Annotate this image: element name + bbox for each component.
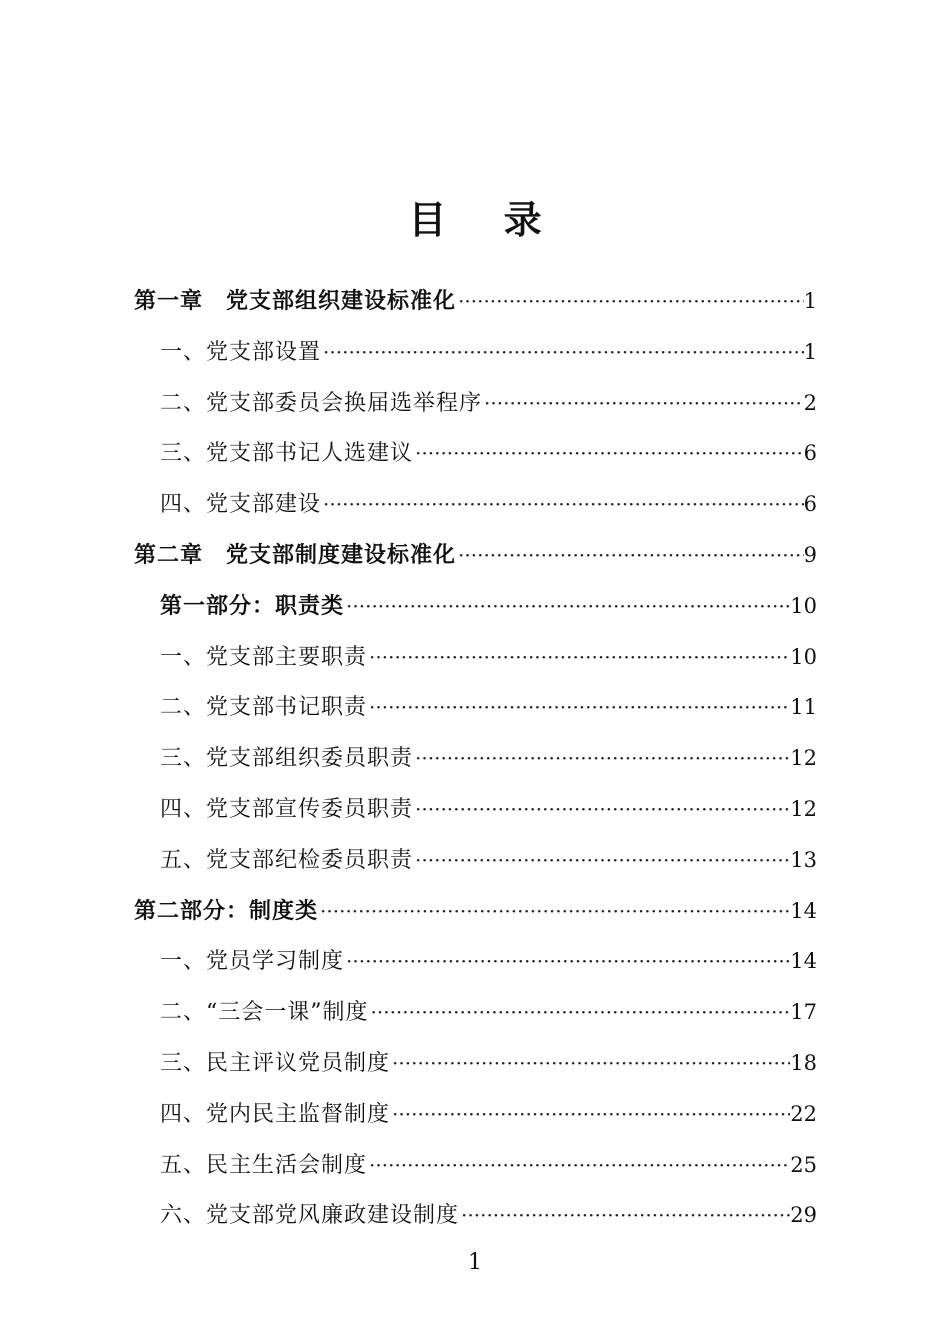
toc-entry-page-number: 9 [803, 542, 817, 567]
toc-entry-page-number: 1 [803, 339, 817, 364]
toc-dot-leader [321, 327, 804, 378]
toc-entry[interactable] [134, 1140, 817, 1191]
toc-dot-leader [482, 378, 804, 429]
toc-entry-title: 五、党支部纪检委员职责 [160, 847, 414, 873]
toc-entry-page-number: 29 [790, 1203, 817, 1228]
toc-entry[interactable] [134, 327, 817, 378]
toc-entry[interactable] [134, 632, 817, 683]
toc-entry-page-number: 11 [790, 695, 817, 720]
toc-entry[interactable] [134, 835, 817, 886]
toc-entry[interactable] [134, 682, 817, 733]
toc-entry[interactable] [134, 886, 817, 937]
toc-entry[interactable] [134, 428, 817, 479]
toc-entry[interactable] [134, 784, 817, 835]
toc-entry-page-number: 10 [790, 593, 817, 618]
toc-entry[interactable] [134, 276, 817, 327]
toc-entry-title: 第一章 党支部组织建设标准化 [134, 288, 457, 314]
toc-entry-page-number: 18 [790, 1050, 817, 1075]
toc-dot-leader [456, 530, 804, 581]
toc-entry-page-number: 6 [803, 492, 817, 517]
toc-entry-title: 第二部分：制度类 [134, 897, 319, 924]
toc-dot-leader [321, 479, 804, 530]
toc-entry-page-number: 14 [790, 898, 817, 923]
table-of-contents [134, 276, 817, 1241]
toc-entry-page-number: 1 [803, 289, 817, 313]
toc-entry[interactable] [134, 987, 817, 1038]
toc-entry-page-number: 2 [803, 390, 817, 415]
toc-entry[interactable] [134, 1038, 817, 1089]
toc-entry-page-number: 12 [790, 796, 817, 821]
toc-entry[interactable] [134, 581, 817, 632]
toc-entry-title: 第一部分：职责类 [160, 592, 345, 619]
toc-entry-page-number: 25 [790, 1152, 817, 1177]
toc-entry[interactable] [134, 479, 817, 530]
toc-entry[interactable] [134, 378, 817, 429]
toc-entry[interactable] [134, 1190, 817, 1241]
toc-entry-page-number: 13 [790, 847, 817, 872]
toc-entry[interactable] [134, 733, 817, 784]
toc-dot-leader [459, 1190, 790, 1241]
toc-entry[interactable] [134, 936, 817, 987]
toc-dot-leader [367, 632, 790, 683]
toc-dot-leader [344, 581, 790, 632]
toc-entry-title: 一、党员学习制度 [160, 949, 345, 975]
toc-entry-title: 五、民主生活会制度 [160, 1152, 368, 1178]
toc-entry-title: 四、党内民主监督制度 [160, 1101, 391, 1127]
footer-page-number: 1 [468, 1250, 482, 1275]
toc-dot-leader [413, 784, 790, 835]
toc-entry-title: 三、党支部组织委员职责 [160, 746, 414, 772]
toc-dot-leader [344, 936, 790, 987]
toc-dot-leader [413, 428, 804, 479]
toc-entry-page-number: 10 [790, 644, 817, 669]
toc-entry-title: 三、党支部书记人选建议 [160, 441, 414, 467]
toc-entry[interactable] [134, 530, 817, 581]
toc-entry-page-number: 14 [790, 949, 817, 974]
toc-entry-title: 第二章 党支部制度建设标准化 [134, 541, 457, 568]
toc-dot-leader [390, 1089, 790, 1140]
toc-dot-leader [456, 276, 804, 327]
toc-entry-title: 一、党支部设置 [160, 339, 322, 365]
toc-entry-title: 一、党支部主要职责 [160, 644, 368, 670]
toc-dot-leader [367, 1140, 790, 1191]
toc-entry-title: 二、党支部书记职责 [160, 695, 368, 721]
toc-entry-page-number: 6 [803, 441, 817, 466]
toc-dot-leader [369, 987, 791, 1038]
toc-entry-title: 三、民主评议党员制度 [160, 1050, 391, 1076]
toc-dot-leader [318, 886, 790, 937]
toc-entry-title: 四、党支部建设 [160, 492, 322, 518]
toc-entry-page-number: 12 [790, 746, 817, 771]
toc-dot-leader [367, 682, 790, 733]
toc-dot-leader [413, 733, 790, 784]
toc-entry-page-number: 22 [790, 1101, 817, 1126]
toc-entry-title: 四、党支部宣传委员职责 [160, 796, 414, 822]
toc-dot-leader [413, 835, 790, 886]
toc-entry-title: 二、党支部委员会换届选举程序 [160, 390, 483, 416]
toc-entry-title: 二、“三会一课”制度 [160, 1000, 369, 1026]
page-title: 目 录 [408, 197, 564, 243]
toc-entry-title: 六、党支部党风廉政建设制度 [160, 1203, 460, 1229]
toc-dot-leader [390, 1038, 790, 1089]
toc-entry-page-number: 17 [790, 1000, 817, 1025]
toc-entry[interactable] [134, 1089, 817, 1140]
